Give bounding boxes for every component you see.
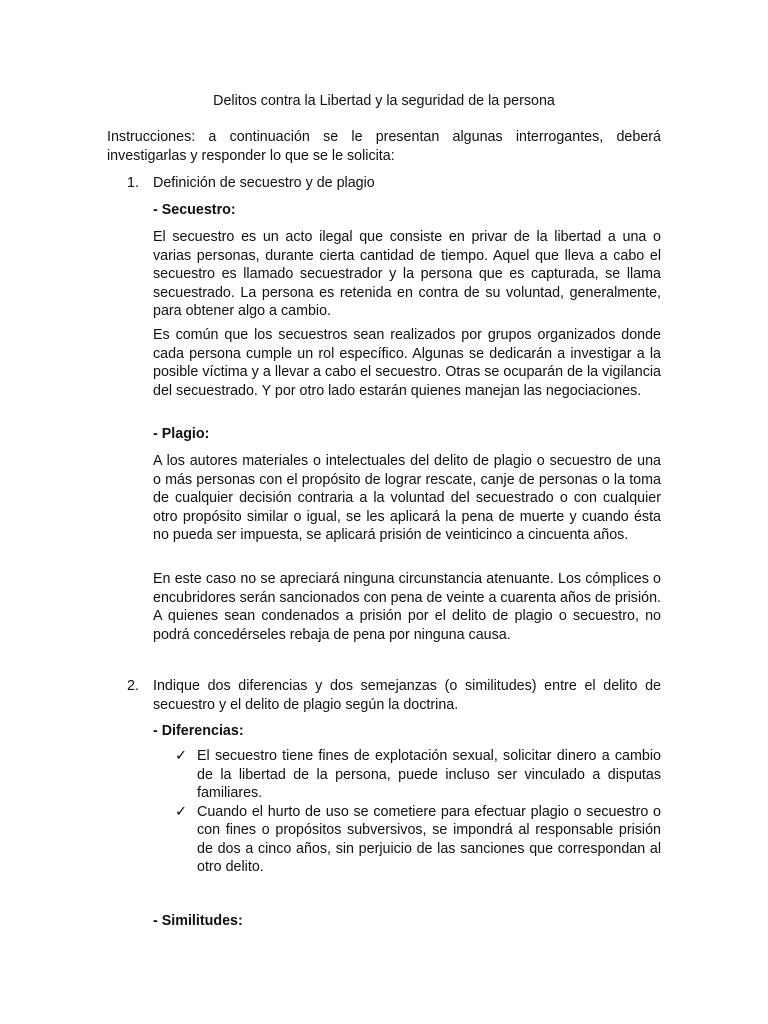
plagio-paragraph-1: A los autores materiales o intelectuales del delito de plagio o secuestro de una o más personas con el propósito de lograr rescate, canje de personas o la toma de cualquier decisión contraria a la voluntad del secuestrado o con cualquier otro propósito similar o igual, se les aplicará la pena de muerte y cuando ésta no pueda ser impuesta, se aplicará prisión de veinticinco a cincuenta años.	[153, 453, 661, 544]
question-2-number: 2.	[127, 678, 139, 694]
plagio-paragraph-2: En este caso no se apreciará ninguna circunstancia atenuante. Los cómplices o encubridores serán sancionados con pena de veinte a cuarenta años de prisión. A quienes sean condenados a prisión por el delito de plagio o secuestro, no podrá concedérseles rebaja de pena por ninguna causa.	[153, 571, 661, 643]
question-1-text: Definición de secuestro y de plagio	[153, 175, 375, 191]
list-item-text: El secuestro tiene fines de explotación sexual, solicitar dinero a cambio de la libertad de la persona, puede incluso ser vinculado a disputas familiares.	[197, 748, 661, 801]
document-title: Delitos contra la Libertad y la seguridad de la persona	[213, 93, 555, 109]
question-1	[107, 174, 661, 193]
diferencias-list	[153, 747, 661, 877]
plagio-heading: - Plagio:	[153, 426, 210, 442]
secuestro-paragraph-1: El secuestro es un acto ilegal que consiste en privar de la libertad a una o varias personas, durante cierta cantidad de tiempo. Aquel que lleva a cabo el secuestro es llamado secuestrador y la persona que es capturada, se llama secuestrado. La persona es retenida en contra de su voluntad, generalmente, para obtener algo a cambio.	[153, 229, 661, 320]
checkmark-icon: ✓	[175, 748, 187, 764]
secuestro-paragraph-2: Es común que los secuestros sean realizados por grupos organizados donde cada persona cumple un rol específico. Algunas se dedicarán a investigar a la posible víctima y a llevar a cabo el secuestro. Otras se ocuparán de la vigilancia del secuestrado. Y por otro lado estarán quienes manejan las negociaciones.	[153, 327, 661, 399]
question-1-number: 1.	[127, 175, 139, 191]
checkmark-icon: ✓	[175, 803, 187, 820]
instructions-paragraph: Instrucciones: a continuación se le presentan algunas interrogantes, deberá investigarlas y responder lo que se le solicita:	[107, 129, 661, 164]
list-item-text: Cuando el hurto de uso se cometiere para efectuar plagio o secuestro o con fines o propósitos subversivos, se impondrá al responsable prisión de dos a cinco años, sin perjuicio de las sanciones que correspondan al otro delito.	[197, 803, 661, 875]
question-2-text: Indique dos diferencias y dos semejanzas (o similitudes) entre el delito de secuestro y el delito de plagio según la doctrina.	[153, 678, 661, 713]
diferencias-heading: - Diferencias:	[153, 723, 244, 739]
similitudes-heading: - Similitudes:	[153, 913, 243, 929]
list-item	[153, 803, 661, 877]
secuestro-heading: - Secuestro:	[153, 202, 236, 218]
list-item	[153, 747, 661, 803]
question-2	[107, 677, 661, 714]
